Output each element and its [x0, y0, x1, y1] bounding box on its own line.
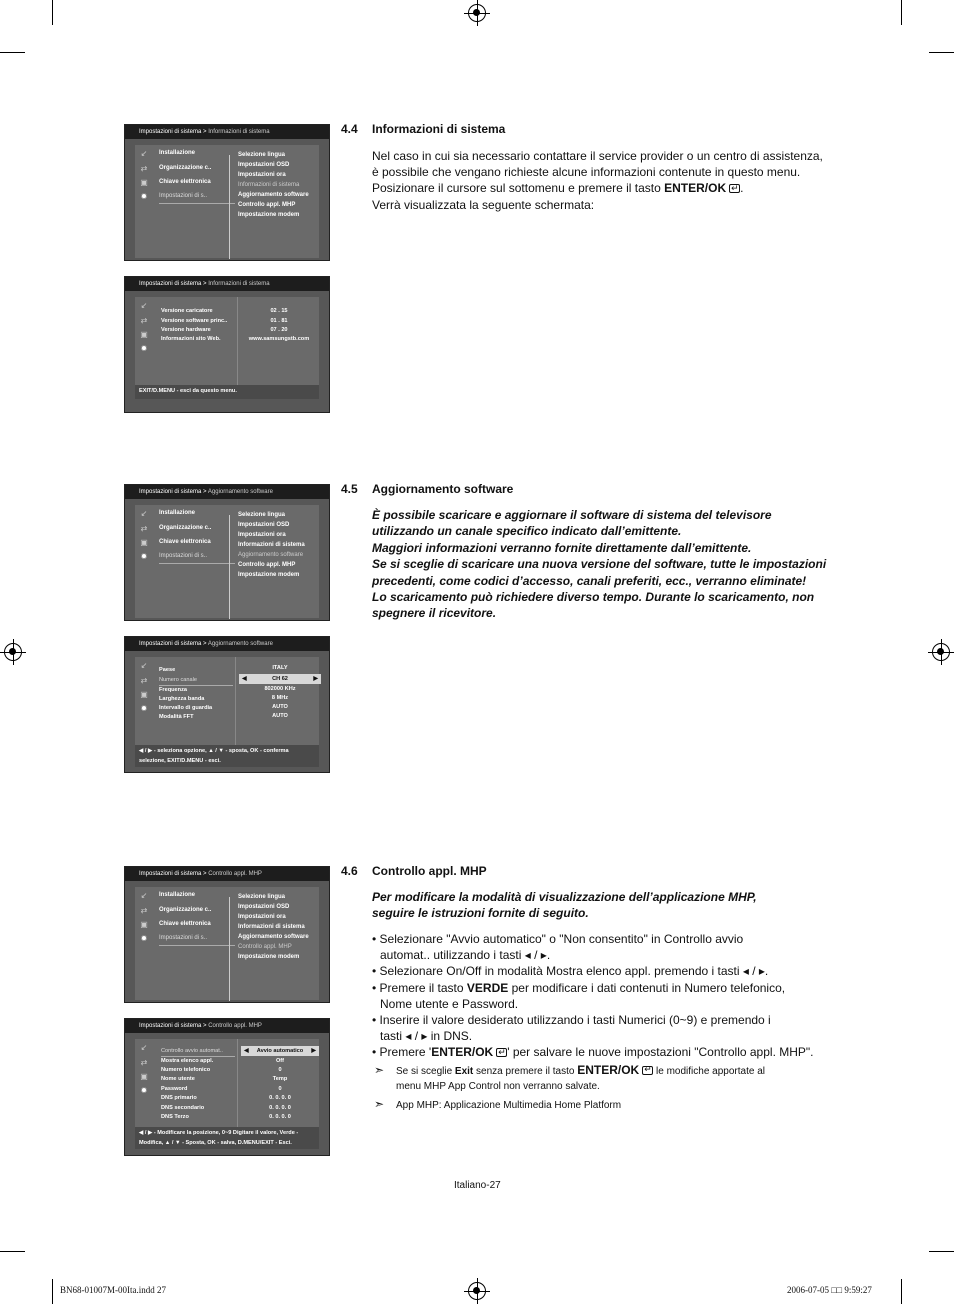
print-date: 2006-07-05 □□ 9:59:27 — [787, 1285, 872, 1295]
section-heading-4-4: 4.4 Informazioni di sistema — [341, 122, 506, 136]
mhp-value: 0. 0. 0. 0 — [269, 1114, 291, 1120]
setting-value: 802000 KHz — [264, 686, 296, 692]
submenu-item-selected[interactable]: Aggiornamento software — [238, 552, 304, 558]
section-4-5-body: È possibile scaricare e aggiornare il software di sistema del televisore utilizzando un canale specifico indicato dall’emittente. Maggiori informazioni verranno fornite direttamente dall’emittente. Se si sceglie di scaricare una nuova versione del software, tutte le impostazioni precedenti, come codici d’accesso, canali preferiti, ecc., verranno eliminate! Lo scaricamento può richiedere diverso tempo. Durante lo scaricamento, non spegnere il ricevitore. — [372, 508, 827, 621]
section-4-4-body: Nel caso in cui sia necessario contattare il service provider o un centro di assistenza, è possibile che vengano richieste alcune informazioni contenute in questo menu. Posizionare il cursore sul sottomenu e premere il tasto ENTER/OK↵ . Verrà visualizzata la seguente schermata: — [372, 148, 823, 213]
crop-mark — [52, 1279, 53, 1304]
mhp-value: Temp — [272, 1076, 288, 1082]
arrow-keys-icon: ◂ / ▸ — [405, 1029, 428, 1044]
submenu-item[interactable]: Controllo appl. MHP — [238, 562, 296, 568]
arrow-note-icon: ➣ — [374, 1097, 385, 1111]
mhp-label: DNS Terzo — [161, 1114, 189, 1120]
submenu-item[interactable]: Impostazione modem — [238, 212, 300, 218]
registration-mark-icon — [468, 1282, 486, 1300]
section-4-6-bullets: • Selezionare "Avvio automatico" o "Non consentito" in Controllo avvio automat.. utilizzando i tasti ◂ / ▸. • Selezionare On/Off in modalità Mostra elenco appl. premendo i tasti ◂ / ▸. • Premere il tasto VERDE per modificare i dati contenuti in Numero telefonico, Nome utente e Password. • Inserire il valore desiderato utilizzando i tasti Numerici (0~9) e premendo i tasti ◂ / ▸ in DNS. • Premere 'ENTER/OK↵ ' per salvare le nuove impostazioni "Controllo appl. MHP". — [372, 931, 814, 1061]
submenu-item-selected[interactable]: Controllo appl. MHP — [238, 944, 292, 950]
submenu-item[interactable]: Impostazioni ora — [238, 914, 286, 920]
autostart-selector[interactable]: ◀ Avvio automatico ▶ — [241, 1046, 319, 1056]
submenu-item[interactable]: Impostazioni OSD — [238, 162, 290, 168]
gear-icon: ✹ — [140, 344, 148, 353]
tv-screen-menu-mhp — [124, 866, 330, 1003]
screen-header: Impostazioni di sistema > Controllo appl. MHP — [125, 1019, 329, 1033]
registration-mark-icon — [4, 643, 22, 661]
menu-item-selected[interactable]: Impostazioni di s.. — [159, 193, 208, 199]
mhp-label: DNS primario — [161, 1095, 197, 1101]
menu-item-selected[interactable]: Impostazioni di s.. — [159, 935, 208, 941]
crop-mark — [0, 52, 25, 53]
lock-icon: ▣ — [140, 330, 148, 339]
mhp-label: Password — [161, 1086, 188, 1092]
menu-item[interactable]: Chiave elettronica — [159, 179, 211, 185]
file-name: BN68-01007M-00Ita.indd 27 — [60, 1285, 166, 1295]
submenu-item[interactable]: Controllo appl. MHP — [238, 202, 296, 208]
setting-label: Intervallo di guardia — [159, 705, 213, 711]
tv-screen-mhp-settings — [124, 1018, 330, 1156]
gear-icon: ✹ — [140, 552, 148, 561]
section-heading-4-5: 4.5 Aggiornamento software — [341, 482, 514, 496]
setting-value: AUTO — [272, 704, 288, 710]
antenna-icon: ↙ — [140, 149, 148, 158]
enter-icon — [642, 1066, 653, 1075]
submenu-item[interactable]: Impostazione modem — [238, 572, 300, 578]
menu-item[interactable]: Installazione — [159, 150, 196, 156]
info-label: Versione hardware — [161, 327, 211, 333]
help-bar: ◀ / ▶ - seleziona opzione, ▲ / ▼ - sposta, OK - conferma selezione, EXIT/D.MENU - esci. — [139, 748, 289, 764]
submenu-item[interactable]: Impostazioni ora — [238, 532, 286, 538]
setting-label-selected: Numero canale — [159, 677, 197, 683]
note-2: ➣ App MHP: Applicazione Multimedia Home Platform — [374, 1097, 622, 1111]
info-label: Versione caricatore — [161, 308, 213, 314]
arrow-keys-icon: ◂ / ▸ — [524, 948, 547, 963]
info-value: 01 . 81 — [270, 318, 288, 324]
info-label: Informazioni sito Web. — [161, 336, 221, 342]
menu-item[interactable]: Installazione — [159, 892, 196, 898]
setting-label: Frequenza — [159, 687, 187, 693]
tv-screen-system-info — [124, 276, 330, 413]
gear-icon: ✹ — [140, 704, 148, 713]
arrow-right-icon[interactable]: ▶ — [313, 676, 318, 682]
crop-mark — [901, 0, 902, 25]
note-1: ➣ Se si sceglie Exit senza premere il tasto ENTER/OK↵ le modifiche apportate al menu MHP App Control non verranno salvate. — [374, 1063, 765, 1094]
submenu-item[interactable]: Informazioni di sistema — [238, 542, 305, 548]
gear-icon: ✹ — [140, 1086, 148, 1095]
crop-mark — [901, 1279, 902, 1304]
help-bar: EXIT/D.MENU - esci da questo menu. — [139, 388, 237, 394]
info-value: 07 . 20 — [270, 327, 288, 333]
menu-item-selected[interactable]: Impostazioni di s.. — [159, 553, 208, 559]
menu-item[interactable]: Organizzazione c.. — [159, 525, 212, 531]
help-bar: ◀ / ▶ - Modificare la posizione, 0~9 Digitare il valore, Verde - Modifica, ▲ / ▼ - Sposta, OK - salva, D.MENU/EXIT - Esci. — [139, 1130, 299, 1146]
antenna-icon: ↙ — [140, 891, 148, 900]
setting-value: ITALY — [272, 665, 288, 671]
channels-icon: ⇄ — [140, 676, 148, 685]
submenu-item[interactable]: Selezione lingua — [238, 512, 286, 518]
arrow-keys-icon: ◂ / ▸ — [742, 964, 765, 979]
menu-item[interactable]: Chiave elettronica — [159, 921, 211, 927]
channel-selector[interactable]: ◀ CH 62 ▶ — [239, 674, 321, 684]
mhp-value: 0. 0. 0. 0 — [269, 1095, 291, 1101]
menu-item[interactable]: Organizzazione c.. — [159, 165, 212, 171]
info-value: www.samsungstb.com — [248, 336, 310, 342]
antenna-icon: ↙ — [140, 509, 148, 518]
submenu-item[interactable]: Impostazioni ora — [238, 172, 286, 178]
arrow-left-icon[interactable]: ◀ — [244, 1048, 249, 1054]
lock-icon: ▣ — [140, 1072, 148, 1081]
setting-value: 8 MHz — [271, 695, 289, 701]
crop-mark — [929, 52, 954, 53]
screen-header: Impostazioni di sistema > Aggiornamento software — [125, 637, 329, 651]
submenu-item[interactable]: Informazioni di sistema — [238, 924, 305, 930]
info-label: Versione software princ.. — [161, 318, 228, 324]
lock-icon: ▣ — [140, 538, 148, 547]
mhp-label: Nome utente — [161, 1076, 195, 1082]
antenna-icon: ↙ — [140, 1043, 148, 1052]
submenu-item-selected[interactable]: Informazioni di sistema — [238, 182, 300, 188]
mhp-label-selected: Controllo avvio automat.. — [161, 1048, 223, 1054]
tv-screen-update-settings — [124, 636, 330, 773]
section-4-6-intro: Per modificare la modalità di visualizzazione dell’applicazione MHP, seguire le istruzioni fornite di seguito. — [372, 890, 757, 921]
info-value: 02 . 15 — [270, 308, 288, 314]
arrow-right-icon[interactable]: ▶ — [311, 1048, 316, 1054]
screen-header: Impostazioni di sistema > Controllo appl. MHP — [125, 867, 329, 881]
page-number: Italiano-27 — [454, 1180, 501, 1191]
crop-mark — [52, 0, 53, 25]
lock-icon: ▣ — [140, 178, 148, 187]
registration-mark-icon — [932, 643, 950, 661]
mhp-label: DNS secondario — [161, 1105, 205, 1111]
menu-item[interactable]: Installazione — [159, 510, 196, 516]
enter-icon — [496, 1048, 507, 1057]
antenna-icon: ↙ — [140, 301, 148, 310]
channels-icon: ⇄ — [140, 316, 148, 325]
mhp-label: Numero telefonico — [161, 1067, 211, 1073]
setting-label: Larghezza banda — [159, 696, 205, 702]
menu-item[interactable]: Chiave elettronica — [159, 539, 211, 545]
section-heading-4-6: 4.6 Controllo appl. MHP — [341, 864, 487, 878]
menu-item[interactable]: Organizzazione c.. — [159, 907, 212, 913]
submenu-item[interactable]: Aggiornamento software — [238, 192, 309, 198]
mhp-value: 0. 0. 0. 0 — [269, 1105, 291, 1111]
channels-icon: ⇄ — [140, 1058, 148, 1067]
submenu-item[interactable]: Selezione lingua — [238, 152, 286, 158]
lock-icon: ▣ — [140, 920, 148, 929]
arrow-note-icon: ➣ — [374, 1063, 385, 1077]
submenu-item[interactable]: Impostazioni OSD — [238, 904, 290, 910]
gear-icon: ✹ — [140, 934, 148, 943]
screen-header: Impostazioni di sistema > Informazioni di sistema — [125, 125, 329, 139]
submenu-item[interactable]: Impostazioni OSD — [238, 522, 290, 528]
mhp-label: Mostra elenco appl. — [161, 1058, 214, 1064]
channels-icon: ⇄ — [140, 524, 148, 533]
tv-screen-menu-info — [124, 124, 330, 261]
tv-screen-menu-update — [124, 484, 330, 621]
crop-mark — [0, 1251, 25, 1252]
mhp-value: Off — [275, 1058, 285, 1064]
submenu-item[interactable]: Selezione lingua — [238, 894, 286, 900]
antenna-icon: ↙ — [140, 661, 148, 670]
lock-icon: ▣ — [140, 690, 148, 699]
mhp-value: 0 — [278, 1067, 282, 1073]
setting-label: Modalità FFT — [159, 714, 194, 720]
screen-header: Impostazioni di sistema > Aggiornamento software — [125, 485, 329, 499]
channels-icon: ⇄ — [140, 164, 148, 173]
gear-icon: ✹ — [140, 192, 148, 201]
enter-icon — [729, 184, 740, 193]
setting-value: AUTO — [272, 713, 288, 719]
arrow-left-icon[interactable]: ◀ — [242, 676, 247, 682]
screen-header: Impostazioni di sistema > Informazioni di sistema — [125, 277, 329, 291]
registration-mark-icon — [468, 4, 486, 22]
setting-label: Paese — [159, 667, 176, 673]
channels-icon: ⇄ — [140, 906, 148, 915]
crop-mark — [929, 1251, 954, 1252]
submenu-item[interactable]: Aggiornamento software — [238, 934, 309, 940]
submenu-item[interactable]: Impostazione modem — [238, 954, 300, 960]
mhp-value: 0 — [278, 1086, 282, 1092]
